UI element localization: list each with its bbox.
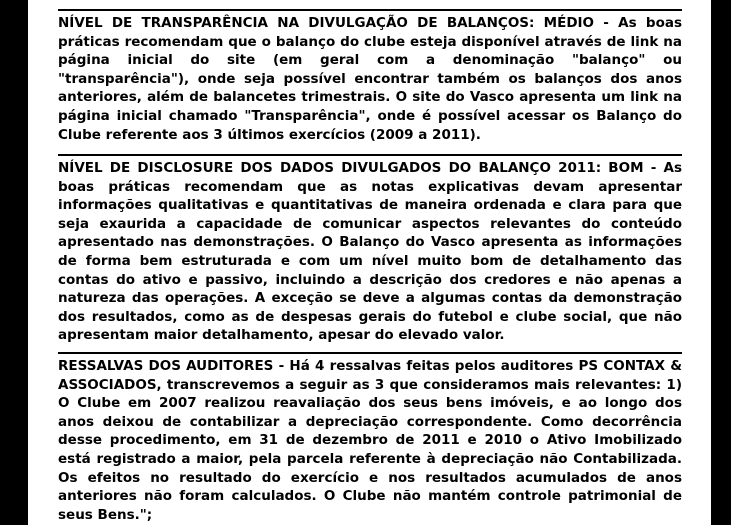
document-page <box>28 0 711 525</box>
section-paragraph <box>58 11 682 144</box>
section-title: NÍVEL DE TRANSPARÊNCIA NA DIVULGAÇÃO DE BALANÇOS: MÉDIO <box>58 15 595 31</box>
section-paragraph <box>58 354 682 524</box>
section-paragraph <box>58 156 682 345</box>
section-body: - Há 4 ressalvas feitas pelos auditores PS CONTAX & ASSOCIADOS, transcrevemos a seguir as 3 que consideramos mais relevantes: 1) O Clube em 2007 realizou reavaliação dos seus bens imóveis, e ao longo dos anos deixou de contabilizar a depreciação correspondente. Como decorrência desse procedimento, em 31 de dezembro de 2011 e 2010 o Ativo Imobilizado está registrado a maior, pela parcela referente à depreciação não Contabilizada. Os efeitos no resultado do exercício e nos resultados acumulados de anos anteriores não foram calculados. O Clube não mantém controle patrimonial de seus Bens."; <box>58 358 683 523</box>
section-title: RESSALVAS DOS AUDITORES <box>58 358 274 374</box>
transparency-section <box>58 9 682 144</box>
section-title: NÍVEL DE DISCLOSURE DOS DADOS DIVULGADOS DO BALANÇO 2011: BOM <box>58 160 644 176</box>
section-body: - As boas práticas recomendam que as notas explicativas devam apresentar informações qualitativas e quantitativas de maneira ordenada e clara para que seja exaurida a capacidade de comunicar aspectos relevantes do conteúdo apresentado nas demonstrações. O Balanço do Vasco apresenta as informações de forma bem estruturada e com um nível muito bom de detalhamento das contas do ativo e passivo, incluindo a descrição dos credores e não apenas a natureza das operações. A exceção se deve a algumas contas da demonstração dos resultados, como as de despesas gerais do futebol e clube social, que não apresentam maior detalhamento, apesar do elevado valor. <box>58 160 682 344</box>
auditors-section <box>58 352 682 524</box>
section-body: - As boas práticas recomendam que o balanço do clube esteja disponível através de link na página inicial do site (em geral com a denominação "balanço" ou "transparência"), onde seja possível encontrar também os balanços dos anos anteriores, além de balancetes trimestrais. O site do Vasco apresenta um link na página inicial chamado "Transparência", onde é possível acessar os Balanço do Clube referente aos 3 últimos exercícios (2009 a 2011). <box>58 15 682 143</box>
disclosure-section <box>58 154 682 345</box>
